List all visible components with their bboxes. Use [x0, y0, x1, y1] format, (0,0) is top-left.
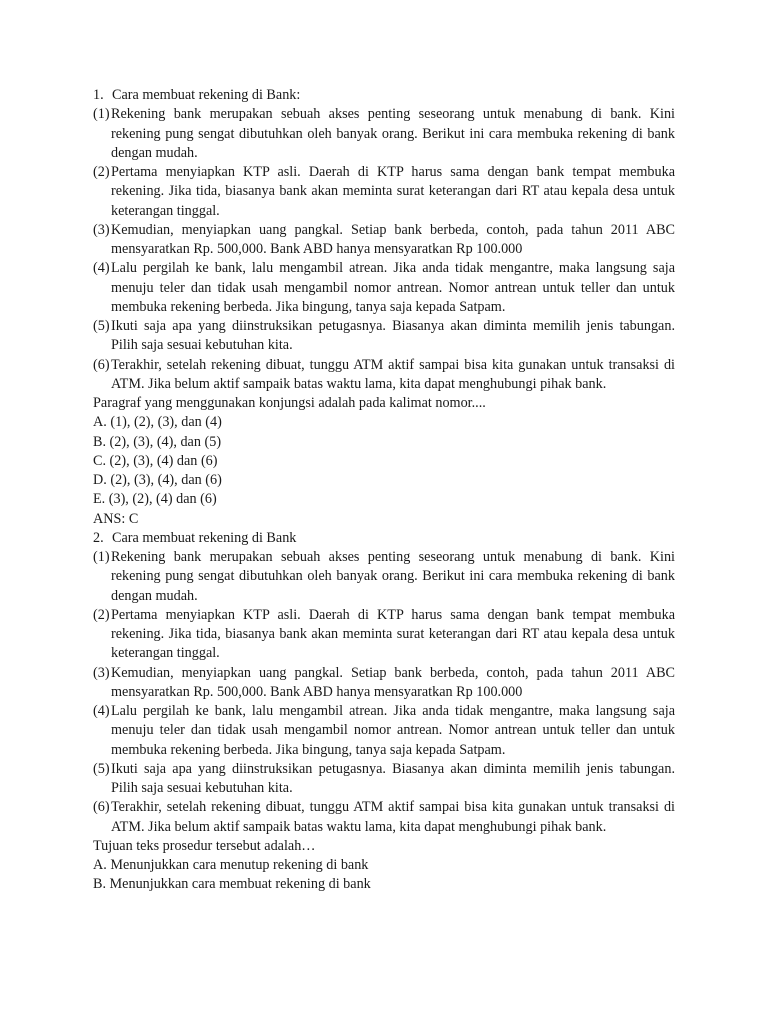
paragraph-6 — [93, 356, 675, 395]
paragraph-text: Ikuti saja apa yang diinstruksikan petugasnya. Biasanya akan diminta memilih jenis tabungan. Pilih saja sesuai kebutuhan kita. — [111, 760, 675, 796]
question-prompt: Paragraf yang menggunakan konjungsi adalah pada kalimat nomor.... — [93, 395, 486, 411]
paragraph-text: Kemudian, menyiapkan uang pangkal. Setiap bank berbeda, contoh, pada tahun 2011 ABC mensyaratkan Rp. 500,000. Bank ABD hanya mensyaratkan Rp 100.000 — [111, 664, 675, 700]
paragraph-3 — [93, 664, 675, 703]
paragraph-text: Rekening bank merupakan sebuah akses penting seseorang untuk menabung di bank. Kini rekening pung sengat dibutuhkan oleh banyak orang. Berikut ini cara membuka rekening di bank dengan mudah. — [111, 549, 675, 604]
paragraph-text: Lalu pergilah ke bank, lalu mengambil atrean. Jika anda tidak mengantre, maka langsung saja menuju teler dan tidak usah mengambil nomor antrean. Nomor antrean untuk teller dan untuk membuka rekening berbeda. Jika bingung, tanya saja kepada Satpam. — [111, 703, 675, 758]
paragraph-marker: (6) — [93, 799, 110, 816]
paragraph-5 — [93, 317, 675, 356]
paragraph-1 — [93, 105, 675, 163]
paragraph-4 — [93, 702, 675, 760]
option-b: B. Menunjukkan cara membuat rekening di bank — [93, 876, 371, 893]
question-title-text: Cara membuat rekening di Bank — [112, 529, 297, 546]
paragraph-6 — [93, 798, 675, 837]
paragraph-text: Pertama menyiapkan KTP asli. Daerah di KTP harus sama dengan bank tempat membuka rekening. Jika tida, biasanya bank akan meminta surat keterangan dari RT atau kepala desa untuk keterangan tinggal. — [111, 606, 675, 662]
paragraph-3 — [93, 221, 675, 260]
paragraph-marker: (2) — [93, 606, 110, 623]
paragraph-text: Terakhir, setelah rekening dibuat, tunggu ATM aktif sampai bisa kita gunakan untuk transaksi di ATM. Jika belum aktif sampaik batas waktu lama, kita dapat menghubungi pihak bank. — [111, 799, 675, 835]
option-b: B. (2), (3), (4), dan (5) — [93, 433, 222, 450]
paragraph-5 — [93, 760, 675, 799]
paragraph-marker: (1) — [93, 106, 110, 123]
paragraph-1 — [93, 548, 675, 606]
paragraph-marker: (3) — [93, 664, 110, 681]
paragraph-2 — [93, 163, 675, 221]
paragraph-marker: (2) — [93, 164, 110, 180]
paragraph-2 — [93, 606, 675, 664]
answer-key: ANS: C — [93, 510, 139, 527]
option-a: A. (1), (2), (3), dan (4) — [93, 414, 222, 431]
paragraph-text: Terakhir, setelah rekening dibuat, tunggu ATM aktif sampai bisa kita gunakan untuk transaksi di ATM. Jika belum aktif sampaik batas waktu lama, kita dapat menghubungi pihak bank. — [111, 356, 675, 392]
paragraph-marker: (4) — [93, 703, 110, 719]
paragraph-text: Lalu pergilah ke bank, lalu mengambil atrean. Jika anda tidak mengantre, maka langsung saja menuju teler dan tidak usah mengambil nomor antrean. Nomor antrean untuk teller dan untuk membuka rekening berbeda. Jika bingung, tanya saja kepada Satpam. — [111, 260, 675, 315]
question-1 — [93, 86, 675, 529]
option-e: E. (3), (2), (4) dan (6) — [93, 491, 217, 508]
paragraph-text: Pertama menyiapkan KTP asli. Daerah di KTP harus sama dengan bank tempat membuka rekening. Jika tida, biasanya bank akan meminta surat keterangan dari RT atau kepala desa untuk keterangan tinggal. — [111, 164, 675, 219]
option-c: C. (2), (3), (4) dan (6) — [93, 452, 218, 469]
question-title-text: Cara membuat rekening di Bank: — [112, 87, 301, 103]
option-d: D. (2), (3), (4), dan (6) — [93, 472, 222, 488]
paragraph-marker: (5) — [93, 318, 110, 334]
question-prompt: Tujuan teks prosedur tersebut adalah… — [93, 837, 316, 854]
option-a: A. Menunjukkan cara menutup rekening di bank — [93, 857, 369, 873]
question-number: 1. — [93, 87, 104, 103]
question-title — [93, 529, 675, 548]
question-2 — [93, 529, 675, 895]
paragraph-4 — [93, 259, 675, 317]
paragraph-text: Kemudian, menyiapkan uang pangkal. Setiap bank berbeda, contoh, pada tahun 2011 ABC mensyaratkan Rp. 500,000. Bank ABD hanya mensyaratkan Rp 100.000 — [111, 221, 675, 257]
paragraph-marker: (4) — [93, 260, 110, 277]
paragraph-marker: (5) — [93, 760, 110, 777]
question-number: 2. — [93, 529, 104, 546]
paragraph-marker: (3) — [93, 221, 110, 238]
question-title — [93, 86, 675, 105]
paragraph-text: Ikuti saja apa yang diinstruksikan petugasnya. Biasanya akan diminta memilih jenis tabungan. Pilih saja sesuai kebutuhan kita. — [111, 318, 675, 354]
document-content — [93, 86, 675, 895]
paragraph-marker: (1) — [93, 549, 110, 565]
paragraph-text: Rekening bank merupakan sebuah akses penting seseorang untuk menabung di bank. Kini rekening pung sengat dibutuhkan oleh banyak orang. Berikut ini cara membuka rekening di bank dengan mudah. — [111, 106, 675, 161]
paragraph-marker: (6) — [93, 356, 110, 373]
